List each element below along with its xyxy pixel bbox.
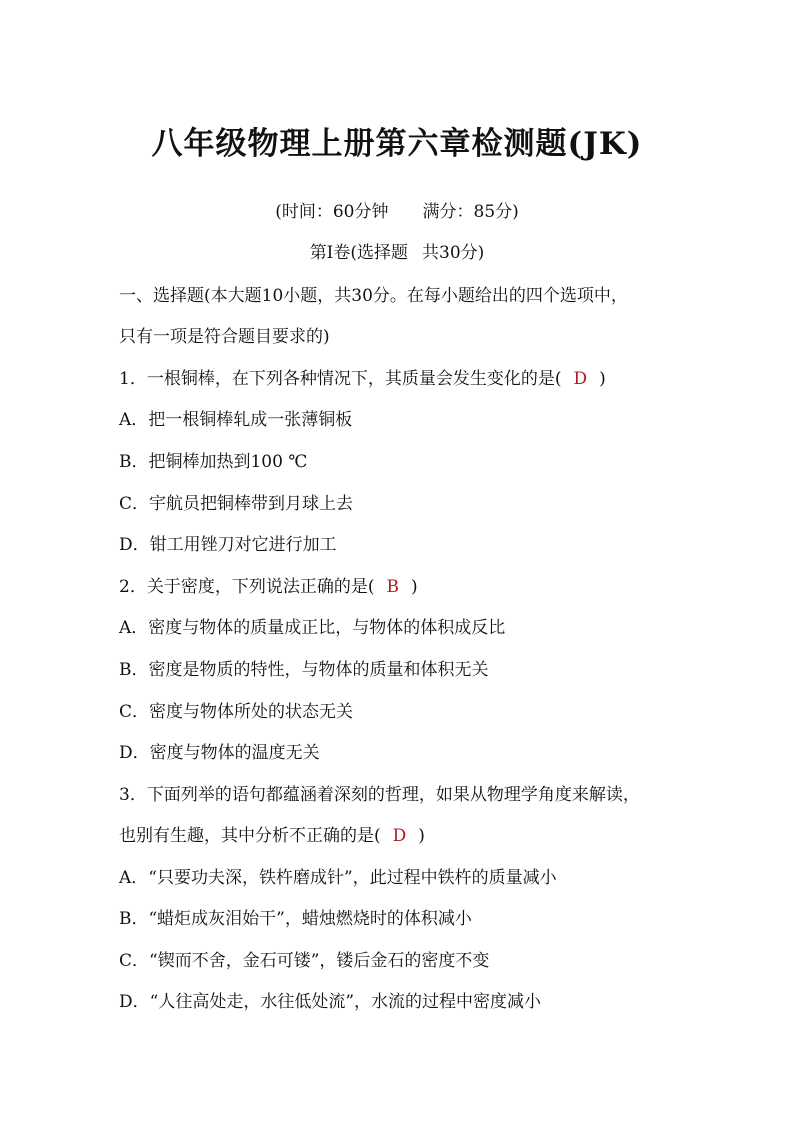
page-title: 八年级物理上册第六章检测题(JK) <box>151 126 643 162</box>
question-2-option-b: B．密度是物质的特性，与物体的质量和体积无关 <box>119 660 489 680</box>
question-1-option-b: B．把铜棒加热到100 ℃ <box>119 452 308 472</box>
question-3-option-c: C．“锲而不舍，金石可镂”，镂后金石的密度不变 <box>119 951 490 971</box>
question-2-stem: 2．关于密度，下列说法正确的是( B ) <box>119 577 418 597</box>
exam-info <box>0 200 794 224</box>
question-1-option-d: D．钳工用锉刀对它进行加工 <box>119 535 337 555</box>
question-1-option-c: C．宇航员把铜棒带到月球上去 <box>119 494 354 514</box>
volume-label: 第Ⅰ卷(选择题 <box>309 243 409 263</box>
question-1-option-a: A．把一根铜棒轧成一张薄铜板 <box>119 410 353 430</box>
question-1-stem: 1．一根铜棒，在下列各种情况下，其质量会发生变化的是( D ) <box>119 369 606 389</box>
question-2-answer: B <box>386 577 399 597</box>
question-2-option-d: D．密度与物体的温度无关 <box>119 743 320 763</box>
question-2-option-c: C．密度与物体所处的状态无关 <box>119 702 354 722</box>
question-3-option-b: B．“蜡炬成灰泪始干”，蜡烛燃烧时的体积减小 <box>119 909 472 929</box>
section-heading-line1: 一、选择题(本大题10小题，共30分。在每小题给出的四个选项中， <box>119 286 628 306</box>
question-3-stem-line1: 3．下面列举的语句都蕴涵着深刻的哲理，如果从物理学角度来解读， <box>119 785 640 805</box>
question-1-answer: D <box>573 369 588 389</box>
volume-points: 共30分) <box>422 243 485 263</box>
section-heading-line2: 只有一项是符合题目要求的) <box>119 327 330 347</box>
exam-time: (时间：60分钟 <box>275 202 389 222</box>
question-3-option-a: A．“只要功夫深，铁杵磨成针”，此过程中铁杵的质量减小 <box>119 868 557 888</box>
question-3-option-d: D．“人往高处走，水往低处流”，水流的过程中密度减小 <box>119 992 542 1012</box>
question-3-answer: D <box>392 826 407 846</box>
question-2-option-a: A．密度与物体的质量成正比，与物体的体积成反比 <box>119 618 506 638</box>
exam-score: 满分：85分) <box>422 202 519 222</box>
volume-heading <box>0 241 794 265</box>
question-3-stem: 也别有生趣，其中分析不正确的是( D ) <box>119 826 425 846</box>
